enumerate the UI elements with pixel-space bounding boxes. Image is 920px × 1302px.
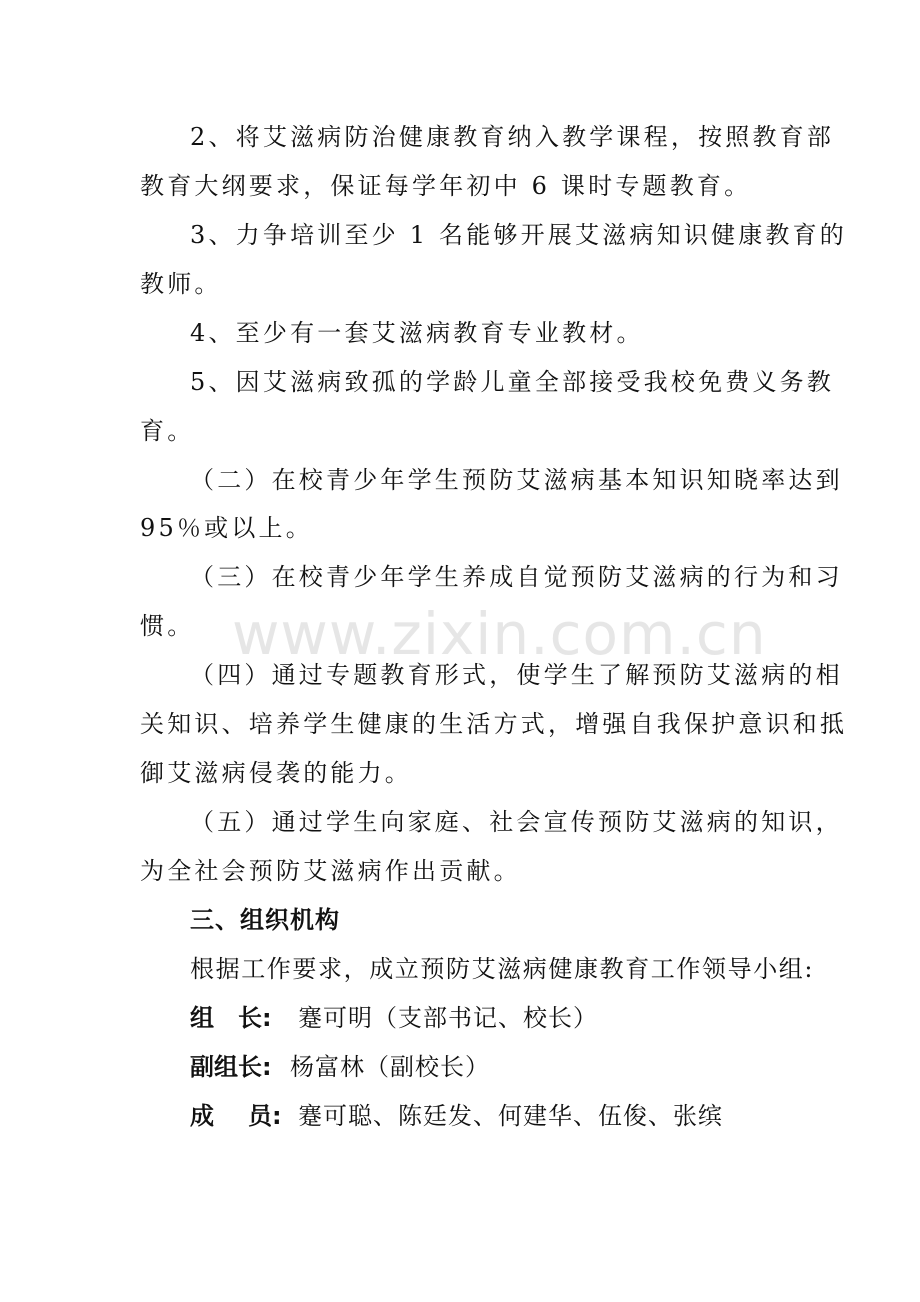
paragraph-line: 3、力争培训至少 1 名能够开展艾滋病知识健康教育的 <box>190 221 847 249</box>
member-label <box>190 1100 298 1132</box>
paragraph-line: 5、因艾滋病致孤的学龄儿童全部接受我校免费义务教 <box>190 368 835 396</box>
paragraph-line: 关知识、培养学生健康的生活方式，增强自我保护意识和抵 <box>140 710 848 738</box>
paragraph-line: （四）通过专题教育形式，使学生了解预防艾滋病的相 <box>190 661 843 689</box>
member-value: 蹇可聪、陈廷发、何建华、伍俊、张缤 <box>298 1102 723 1130</box>
member-label-char: 长: <box>238 1004 272 1032</box>
member-label <box>190 1002 298 1034</box>
paragraph-line: 4、至少有一套艾滋病教育专业教材。 <box>190 319 644 347</box>
paragraph-line: 教师。 <box>140 270 222 298</box>
member-row-deputy <box>190 1051 840 1083</box>
paragraph-line: （三）在校青少年学生养成自觉预防艾滋病的行为和习 <box>190 563 843 591</box>
paragraph-line: （二）在校青少年学生预防艾滋病基本知识知晓率达到 <box>190 466 843 494</box>
paragraph-line: 教育大纲要求，保证每学年初中 6 课时专题教育。 <box>140 172 752 200</box>
paragraph-line: 惯。 <box>140 612 195 640</box>
member-label-char: 成 <box>190 1102 214 1130</box>
paragraph-line: 2、将艾滋病防治健康教育纳入教学课程，按照教育部 <box>190 123 835 151</box>
watermark: www.zixin.com.cn <box>232 600 767 668</box>
paragraph-line: （五）通过学生向家庭、社会宣传预防艾滋病的知识， <box>190 808 843 836</box>
paragraph-line: 为全社会预防艾滋病作出贡献。 <box>140 857 521 885</box>
member-label: 副组长: <box>190 1053 272 1081</box>
member-label-char: 组 <box>190 1004 214 1032</box>
section-heading: 三、组织机构 <box>190 906 340 934</box>
member-value: 杨富林（副校长） <box>290 1053 490 1081</box>
paragraph-line: 95％或以上。 <box>140 514 313 542</box>
paragraph-line: 育。 <box>140 417 195 445</box>
paragraph-line: 御艾滋病侵袭的能力。 <box>140 759 412 787</box>
member-row-members <box>190 1100 840 1132</box>
member-row-leader <box>190 1002 840 1034</box>
member-label-char: 员: <box>248 1102 282 1130</box>
intro-text: 根据工作要求，成立预防艾滋病健康教育工作领导小组: <box>190 955 815 983</box>
member-value: 蹇可明（支部书记、校长） <box>298 1004 598 1032</box>
